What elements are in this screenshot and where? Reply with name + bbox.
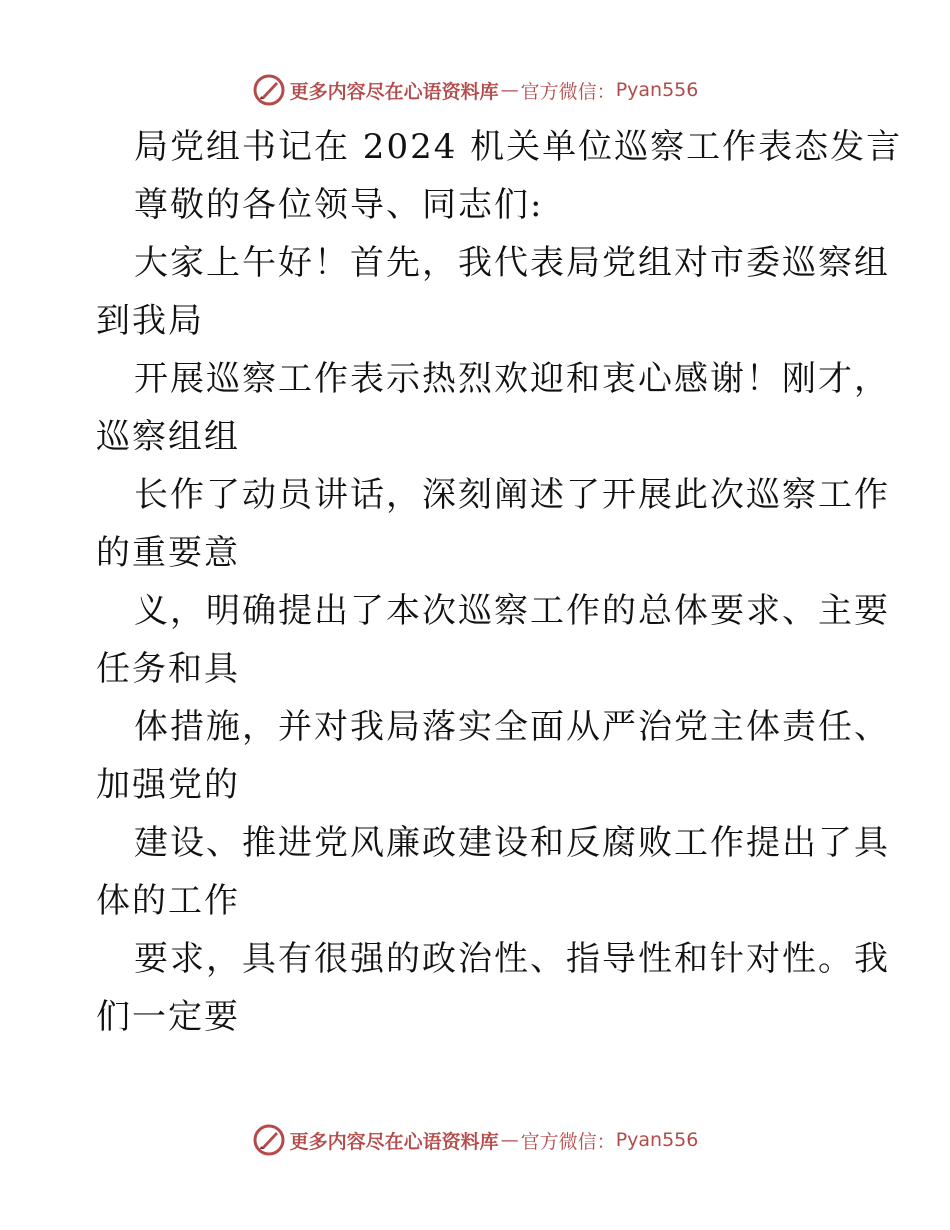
official-label: 官方微信： xyxy=(520,1130,616,1153)
paragraph-line: 任务和具 xyxy=(96,649,240,689)
brand-text: 更多内容尽在心语资料库 xyxy=(289,1130,499,1153)
banner-separator: — xyxy=(500,1129,519,1151)
paragraph-line: 建设、推进党风廉政建设和反腐败工作提出了具 xyxy=(134,823,890,863)
paragraph-line: 长作了动员讲话，深刻阐述了开展此次巡察工作 xyxy=(134,475,890,515)
paragraph-line: 们一定要 xyxy=(96,997,240,1037)
document-body xyxy=(96,118,903,1046)
brand-text: 更多内容尽在心语资料库 xyxy=(289,80,499,103)
paragraph-line: 开展巡察工作表示热烈欢迎和衷心感谢！刚才， xyxy=(134,359,890,399)
wechat-id: Pyan556 xyxy=(615,79,699,101)
paragraph-line: 体措施，并对我局落实全面从严治党主体责任、 xyxy=(134,707,890,747)
paragraph-line: 加强党的 xyxy=(96,765,240,805)
paragraph-line: 巡察组组 xyxy=(96,417,240,457)
paragraph-line: 的重要意 xyxy=(96,533,240,573)
document-title: 局党组书记在 2024 机关单位巡察工作表态发言 xyxy=(134,127,903,167)
salutation: 尊敬的各位领导、同志们: xyxy=(134,185,544,225)
header-banner xyxy=(0,70,950,110)
paragraph-line: 体的工作 xyxy=(96,881,240,921)
paragraph-line: 大家上午好！首先，我代表局党组对市委巡察组 xyxy=(134,243,890,283)
paragraph-line: 义，明确提出了本次巡察工作的总体要求、主要 xyxy=(134,591,890,631)
paragraph-line: 到我局 xyxy=(96,301,204,341)
quill-pen-icon xyxy=(252,1123,286,1157)
official-label: 官方微信： xyxy=(520,80,616,103)
footer-banner xyxy=(0,1120,950,1160)
banner-separator: — xyxy=(500,79,519,101)
wechat-id: Pyan556 xyxy=(615,1129,699,1151)
paragraph-line: 要求，具有很强的政治性、指导性和针对性。我 xyxy=(134,939,890,979)
quill-pen-icon xyxy=(252,73,286,107)
